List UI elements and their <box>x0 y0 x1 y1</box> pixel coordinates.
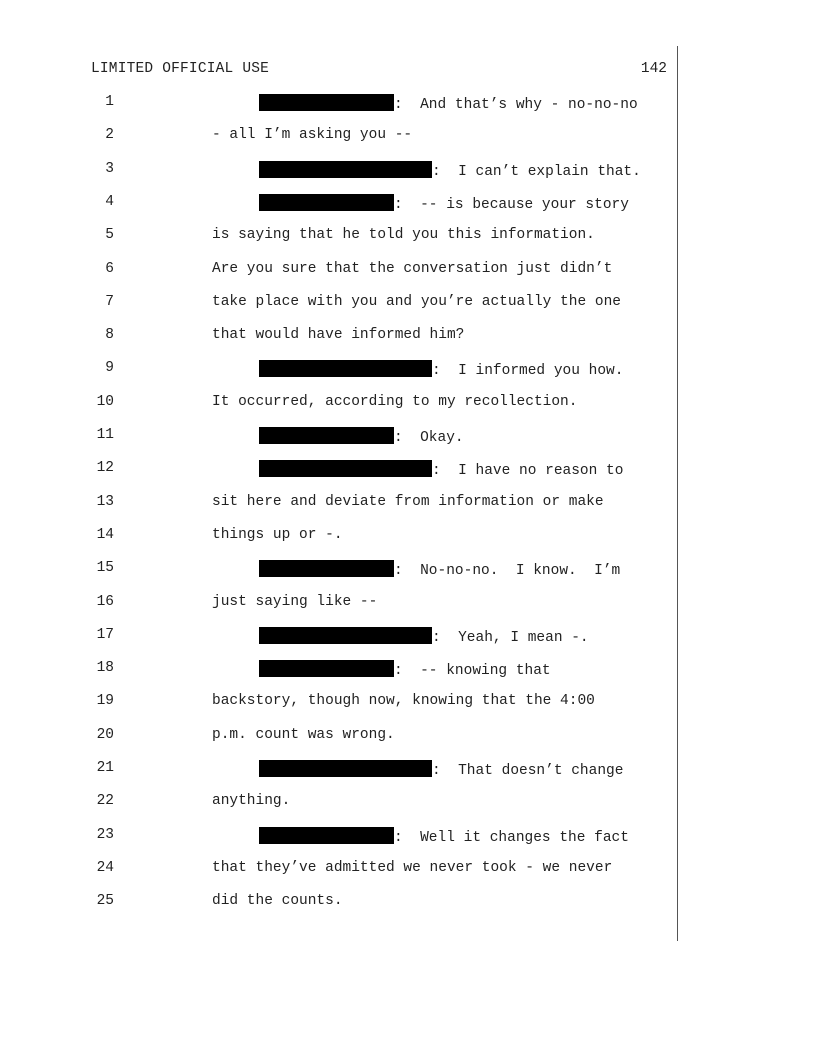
transcript-line <box>0 827 816 849</box>
transcript-line <box>0 627 816 649</box>
line-number: 11 <box>96 427 114 443</box>
transcript-line <box>0 427 816 449</box>
classification-header: LIMITED OFFICIAL USE <box>91 61 270 77</box>
line-content: : That doesn’t change <box>432 763 624 779</box>
speaker-line <box>259 360 623 379</box>
line-content: sit here and deviate from information or make <box>212 493 604 510</box>
line-number: 8 <box>105 327 114 344</box>
line-number: 7 <box>105 293 114 310</box>
line-content: : Well it changes the fact <box>394 829 629 846</box>
transcript-line <box>0 594 816 616</box>
line-number: 14 <box>96 526 114 543</box>
line-text <box>212 261 612 277</box>
speaker-line <box>259 94 638 113</box>
speaker-line <box>259 660 551 679</box>
transcript-line <box>0 893 816 915</box>
line-content: : Yeah, I mean -. <box>432 629 589 646</box>
line-text <box>212 594 377 610</box>
line-content: anything. <box>212 793 291 810</box>
line-number: 6 <box>105 260 114 277</box>
transcript-line <box>0 727 816 749</box>
line-content: things up or -. <box>212 526 343 543</box>
line-content: that they’ve admitted we never took - we never <box>212 859 613 876</box>
line-text <box>212 793 290 809</box>
redaction-bar <box>259 360 432 377</box>
line-number: 10 <box>96 393 114 410</box>
line-text <box>212 727 395 743</box>
transcript-line <box>0 760 816 782</box>
line-text <box>212 394 577 410</box>
line-number: 9 <box>105 360 114 377</box>
line-content: p.m. count was wrong. <box>212 726 395 743</box>
transcript-line <box>0 560 816 582</box>
line-content: : -- is because your story <box>394 196 629 213</box>
line-text <box>212 494 604 510</box>
redaction-bar <box>259 760 432 777</box>
transcript-line <box>0 460 816 482</box>
line-text <box>212 127 412 143</box>
speaker-line <box>259 627 589 646</box>
speaker-line <box>259 161 641 180</box>
line-number: 23 <box>96 826 114 843</box>
transcript-line <box>0 394 816 416</box>
line-number: 5 <box>105 227 114 244</box>
line-content: just saying like -- <box>212 593 378 610</box>
redaction-bar <box>259 194 394 211</box>
transcript-line <box>0 261 816 283</box>
line-number: 20 <box>96 726 114 743</box>
page-number: 142 <box>640 61 667 77</box>
line-content: : No-no-no. I know. I’m <box>394 563 621 580</box>
line-content: It occurred, according to my recollection. <box>212 393 578 410</box>
line-number: 24 <box>96 859 114 876</box>
transcript-line <box>0 793 816 815</box>
redaction-bar <box>259 560 394 577</box>
line-content: : I informed you how. <box>432 363 624 380</box>
redaction-bar <box>259 627 432 644</box>
line-content: - all I’m asking you -- <box>212 127 413 144</box>
line-number: 19 <box>96 693 114 710</box>
line-text <box>212 294 621 310</box>
line-number: 18 <box>96 660 114 677</box>
line-number: 3 <box>105 160 114 177</box>
line-content: backstory, though now, knowing that the 4:00 <box>212 693 595 710</box>
line-content: : Okay. <box>394 430 464 446</box>
speaker-line <box>259 760 623 779</box>
transcript-line <box>0 94 816 116</box>
transcript-line <box>0 527 816 549</box>
transcript-line <box>0 127 816 149</box>
line-number: 15 <box>96 560 114 577</box>
line-text <box>212 227 595 243</box>
line-number: 4 <box>105 193 114 210</box>
line-content: is saying that he told you this information. <box>212 227 595 244</box>
line-number: 25 <box>96 893 114 910</box>
speaker-line <box>259 427 464 446</box>
line-content: Are you sure that the conversation just didn’t <box>212 260 613 277</box>
transcript-line <box>0 194 816 216</box>
line-number: 16 <box>96 593 114 610</box>
redaction-bar <box>259 94 394 111</box>
line-content: : I have no reason to <box>432 463 624 480</box>
transcript-line <box>0 660 816 682</box>
line-number: 1 <box>105 94 114 110</box>
line-number: 21 <box>96 760 114 776</box>
transcript-line <box>0 161 816 183</box>
line-number: 12 <box>96 460 114 477</box>
line-number: 17 <box>96 626 114 643</box>
line-text <box>212 693 595 709</box>
line-text <box>212 527 343 543</box>
line-number: 13 <box>96 493 114 510</box>
line-content: take place with you and you’re actually the one <box>212 293 621 310</box>
transcript-line <box>0 494 816 516</box>
line-content: : And that’s why - no-no-no <box>394 97 638 113</box>
redaction-bar <box>259 460 432 477</box>
transcript-line <box>0 327 816 349</box>
transcript-line <box>0 693 816 715</box>
line-text <box>212 893 343 909</box>
speaker-line <box>259 460 623 479</box>
line-number: 2 <box>105 127 114 144</box>
speaker-line <box>259 194 629 213</box>
transcript-line <box>0 860 816 882</box>
line-number: 22 <box>96 793 114 810</box>
transcript-line <box>0 360 816 382</box>
line-text <box>212 327 464 343</box>
line-content: : -- knowing that <box>394 663 551 680</box>
redaction-bar <box>259 660 394 677</box>
transcript-line <box>0 227 816 249</box>
line-content: did the counts. <box>212 893 343 910</box>
line-text <box>212 860 612 876</box>
redaction-bar <box>259 427 394 444</box>
line-content: : I can’t explain that. <box>432 163 641 180</box>
speaker-line <box>259 560 620 579</box>
redaction-bar <box>259 827 394 844</box>
transcript-line <box>0 294 816 316</box>
redaction-bar <box>259 161 432 178</box>
line-content: that would have informed him? <box>212 327 465 344</box>
speaker-line <box>259 827 629 846</box>
